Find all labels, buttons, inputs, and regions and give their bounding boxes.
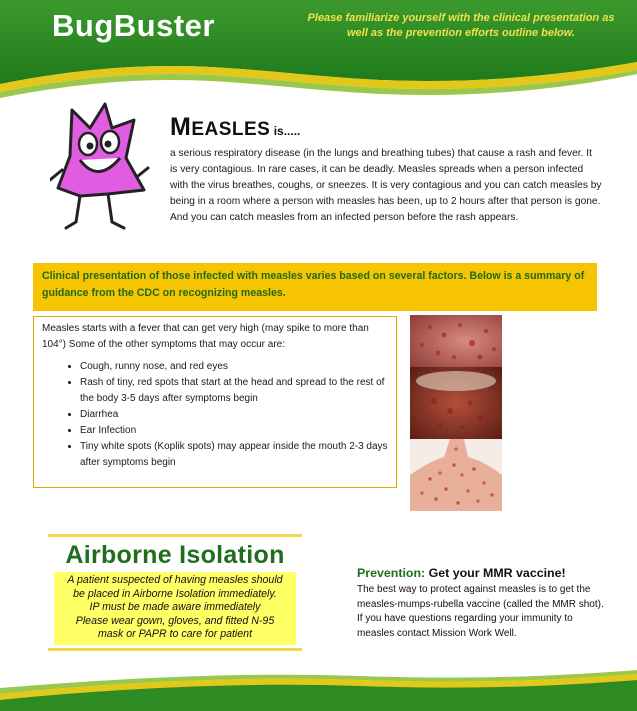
- airborne-line: mask or PAPR to care for patient: [97, 628, 253, 641]
- bug-mascot-illustration: [50, 98, 150, 248]
- airborne-instructions: [54, 572, 296, 645]
- measles-heading-suffix: is.....: [270, 124, 301, 138]
- symptom-item: • Ear Infection: [80, 423, 388, 439]
- footer-wave-background: [0, 660, 637, 711]
- airborne-line: Please wear gown, gloves, and fitted N-95: [75, 614, 275, 627]
- measles-heading: [170, 113, 300, 142]
- airborne-bottom-rule: [48, 648, 302, 651]
- measles-description: a serious respiratory disease (in the lungs and breathing tubes) that cause a rash and fever. It is very contagious. In rare cases, it can be deadly. Measles spreads when a person infected with the virus breathes, coughs, or sneezes. It is very contagious and you can catch measles by being in a room where a person with measles has been, up to 2 hours after that person is gone. And you can catch measles from an infected person before the rash appears.: [170, 148, 602, 223]
- prevention-heading-text: Get your MMR vaccine!: [425, 566, 566, 580]
- brand-title: BugBuster: [52, 8, 215, 43]
- airborne-title: Airborne Isolation: [65, 541, 285, 569]
- symptom-item: • Tiny white spots (Koplik spots) may appear inside the mouth 2-3 days after symptoms begin: [80, 439, 388, 471]
- rash-photo-child: [410, 367, 502, 439]
- airborne-line: be placed in Airborne Isolation immediately.: [73, 587, 277, 600]
- symptoms-box: [33, 316, 397, 488]
- symptom-item: • Cough, runny nose, and red eyes: [80, 359, 388, 375]
- symptoms-list: [42, 359, 388, 471]
- symptoms-intro: Measles starts with a fever that can get very high (may spike to more than 104°) Some of the other symptoms that may occur are:: [42, 323, 369, 350]
- prevention-label: Prevention:: [357, 566, 426, 580]
- rash-photo-column: [410, 315, 502, 511]
- cdc-guidance-text: Clinical presentation of those infected with measles varies based on several factors. Below is a summary of guidance from the CDC on recognizing measles.: [42, 270, 585, 299]
- measles-heading-initial: M: [170, 113, 192, 141]
- header-tagline: Please familiarize yourself with the clinical presentation as well as the prevention efforts outline below.: [307, 12, 615, 39]
- airborne-isolation-panel: [48, 534, 302, 651]
- measles-heading-rest: EASLES: [191, 119, 271, 140]
- airborne-line: IP must be made aware immediately: [89, 601, 261, 614]
- rash-photo-torso: [410, 439, 502, 511]
- prevention-text: The best way to protect against measles is to get the measles-mumps-rubella vaccine (called the MMR shot). If you have questions regarding your immunity to measles contact Mission Work Well.: [357, 584, 604, 639]
- prevention-section: [357, 566, 607, 641]
- airborne-line: A patient suspected of having measles should: [67, 574, 283, 586]
- rash-photo-face: [410, 315, 502, 367]
- cdc-guidance-banner: [33, 263, 597, 311]
- symptom-item: • Rash of tiny, red spots that start at the head and spread to the rest of the body 3-5 days after symptoms begin: [80, 375, 388, 407]
- prevention-heading: [357, 566, 607, 580]
- airborne-top-rule: [48, 534, 302, 537]
- symptom-item: • Diarrhea: [80, 407, 388, 423]
